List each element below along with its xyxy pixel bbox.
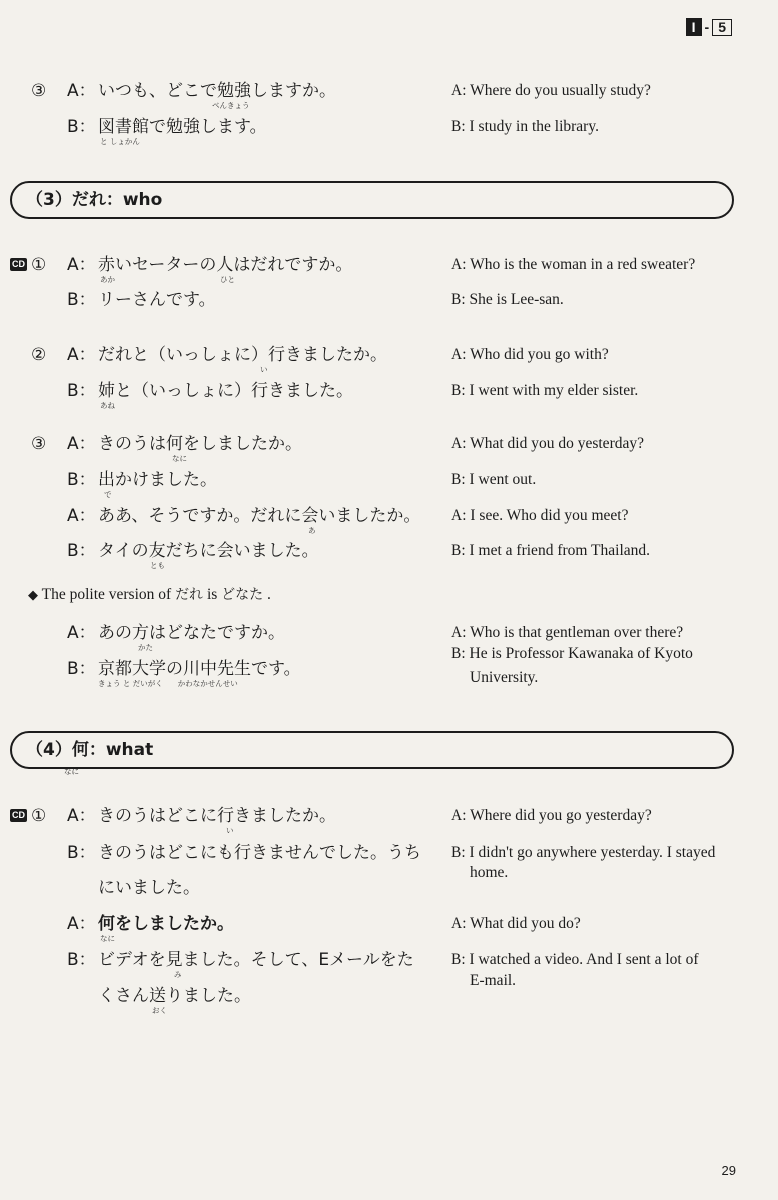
furigana: み [174, 970, 182, 979]
furigana: べんきょう [212, 101, 250, 110]
speaker: B： [67, 843, 96, 863]
english-translation: A: Where do you usually study? [451, 82, 651, 99]
dialogue-line [0, 114, 778, 146]
dialogue-line [0, 538, 778, 570]
japanese-text: だれと（いっしょに）行きましたか。 [98, 345, 387, 365]
item-number: ③ [31, 81, 47, 101]
furigana: と しょかん [100, 137, 140, 146]
furigana: あね [100, 401, 115, 410]
english-translation: A: Who is that gentleman over there? [451, 624, 684, 641]
furigana: い [260, 365, 268, 374]
english-translation: B: I watched a video. And I sent a lot of [451, 951, 699, 968]
english-translation-continued: home. [470, 864, 509, 881]
speaker: A： [67, 506, 96, 526]
speaker: A： [67, 623, 96, 643]
japanese-text: タイの友だちに会いました。 [98, 541, 319, 561]
speaker: A： [67, 81, 96, 101]
japanese-text: あの方はどなたですか。 [98, 623, 285, 643]
speaker: B： [67, 117, 96, 137]
english-translation-continued: E-mail. [470, 972, 517, 989]
dialogue-line-continued [0, 972, 778, 1015]
english-translation: B: I went with my elder sister. [451, 382, 639, 399]
speaker: A： [67, 255, 96, 275]
dialogue-line [0, 467, 778, 499]
page-tag [686, 18, 732, 36]
japanese-text-continued: にいました。 [98, 878, 200, 898]
dialogue-line [0, 252, 778, 284]
section-title: （4）何：what [26, 740, 154, 760]
section-header-who [10, 181, 734, 219]
japanese-text: ビデオを見ました。そして、Eメールをた [98, 950, 414, 970]
dialogue-line [0, 431, 778, 463]
furigana: おく [152, 1006, 167, 1015]
japanese-text: いつも、どこで勉強しますか。 [98, 81, 336, 101]
speaker: B： [67, 381, 96, 401]
speaker: B： [67, 950, 96, 970]
item-number: ① [31, 806, 47, 826]
speaker: B： [67, 290, 96, 310]
dialogue-line [0, 803, 778, 835]
english-translation: A: Who is the woman in a red sweater? [451, 256, 696, 273]
english-translation: A: What did you do? [451, 915, 581, 932]
english-translation: A: Where did you go yesterday? [451, 807, 652, 824]
dialogue-line-continued [0, 864, 778, 907]
cd-icon: CD [12, 259, 25, 269]
english-translation: B: I didn't go anywhere yesterday. I stayed [451, 844, 716, 861]
english-translation: B: He is Professor Kawanaka of Kyoto [451, 645, 693, 662]
furigana: とも [150, 561, 165, 570]
speaker: B： [67, 659, 96, 679]
item-number: ③ [31, 434, 47, 454]
japanese-text: 出かけました。 [98, 470, 217, 490]
japanese-text: 京都大学の川中先生です。 [98, 659, 301, 679]
note-text: The polite version of [41, 586, 176, 603]
polite-version-note [28, 585, 271, 605]
furigana: あ [308, 526, 316, 535]
speaker: B： [67, 541, 96, 561]
furigana: ひと [220, 275, 235, 284]
chapter-label: I [686, 18, 702, 36]
japanese-text: 何をしましたか。 [98, 914, 234, 934]
diamond-icon: ◆ [28, 587, 38, 602]
item-number: ② [31, 345, 47, 365]
furigana: きょう と だいがく かわなかせんせい [98, 679, 238, 688]
japanese-text: きのうはどこにも行きませんでした。うち [98, 843, 421, 863]
furigana: なに [64, 767, 79, 776]
japanese-text: きのうは何をしましたか。 [98, 434, 302, 454]
furigana: あか [100, 275, 115, 284]
furigana: い [226, 826, 234, 835]
dialogue-line [0, 378, 778, 410]
english-translation: B: She is Lee-san. [451, 291, 564, 308]
furigana: で [104, 490, 112, 499]
speaker: A： [67, 434, 96, 454]
speaker: B： [67, 470, 96, 490]
dialogue-line [0, 503, 778, 535]
furigana: なに [100, 934, 115, 943]
section-header-what [10, 731, 734, 776]
japanese-text: 赤いセーターの人はだれですか。 [98, 255, 353, 275]
furigana: かた [138, 643, 153, 652]
english-translation: B: I study in the library. [451, 118, 599, 135]
english-translation-continued: University. [470, 669, 539, 686]
english-translation: B: I met a friend from Thailand. [451, 542, 651, 559]
section-label: 5 [712, 19, 732, 36]
english-translation: A: Who did you go with? [451, 346, 609, 363]
note-japanese: どなた [221, 587, 264, 603]
english-translation: B: I went out. [451, 471, 537, 488]
furigana: なに [172, 454, 187, 463]
note-japanese: だれ [175, 587, 204, 603]
japanese-text: きのうはどこに行きましたか。 [98, 806, 336, 826]
japanese-text: 姉と（いっしょに）行きました。 [98, 381, 353, 401]
japanese-text: リーさんです。 [98, 290, 216, 310]
japanese-text-continued: くさん送りました。 [98, 986, 251, 1006]
note-text: . [263, 586, 271, 603]
japanese-text: 図書館で勉強します。 [98, 117, 267, 137]
note-text: is [203, 586, 222, 603]
speaker: A： [67, 914, 96, 934]
dialogue-line [0, 78, 778, 110]
dialogue-line [0, 287, 778, 319]
tag-dash: - [704, 19, 710, 35]
page-number: 29 [721, 1163, 736, 1178]
english-translation: A: What did you do yesterday? [451, 435, 644, 452]
japanese-text: ああ、そうですか。だれに会いましたか。 [98, 506, 421, 526]
dialogue-line [0, 911, 778, 943]
section-title: （3）だれ：who [26, 190, 163, 210]
item-number: ① [31, 255, 47, 275]
cd-icon: CD [12, 810, 25, 820]
speaker: A： [67, 345, 96, 365]
english-translation: A: I see. Who did you meet? [451, 507, 629, 524]
dialogue-line [0, 342, 778, 374]
speaker: A： [67, 806, 96, 826]
